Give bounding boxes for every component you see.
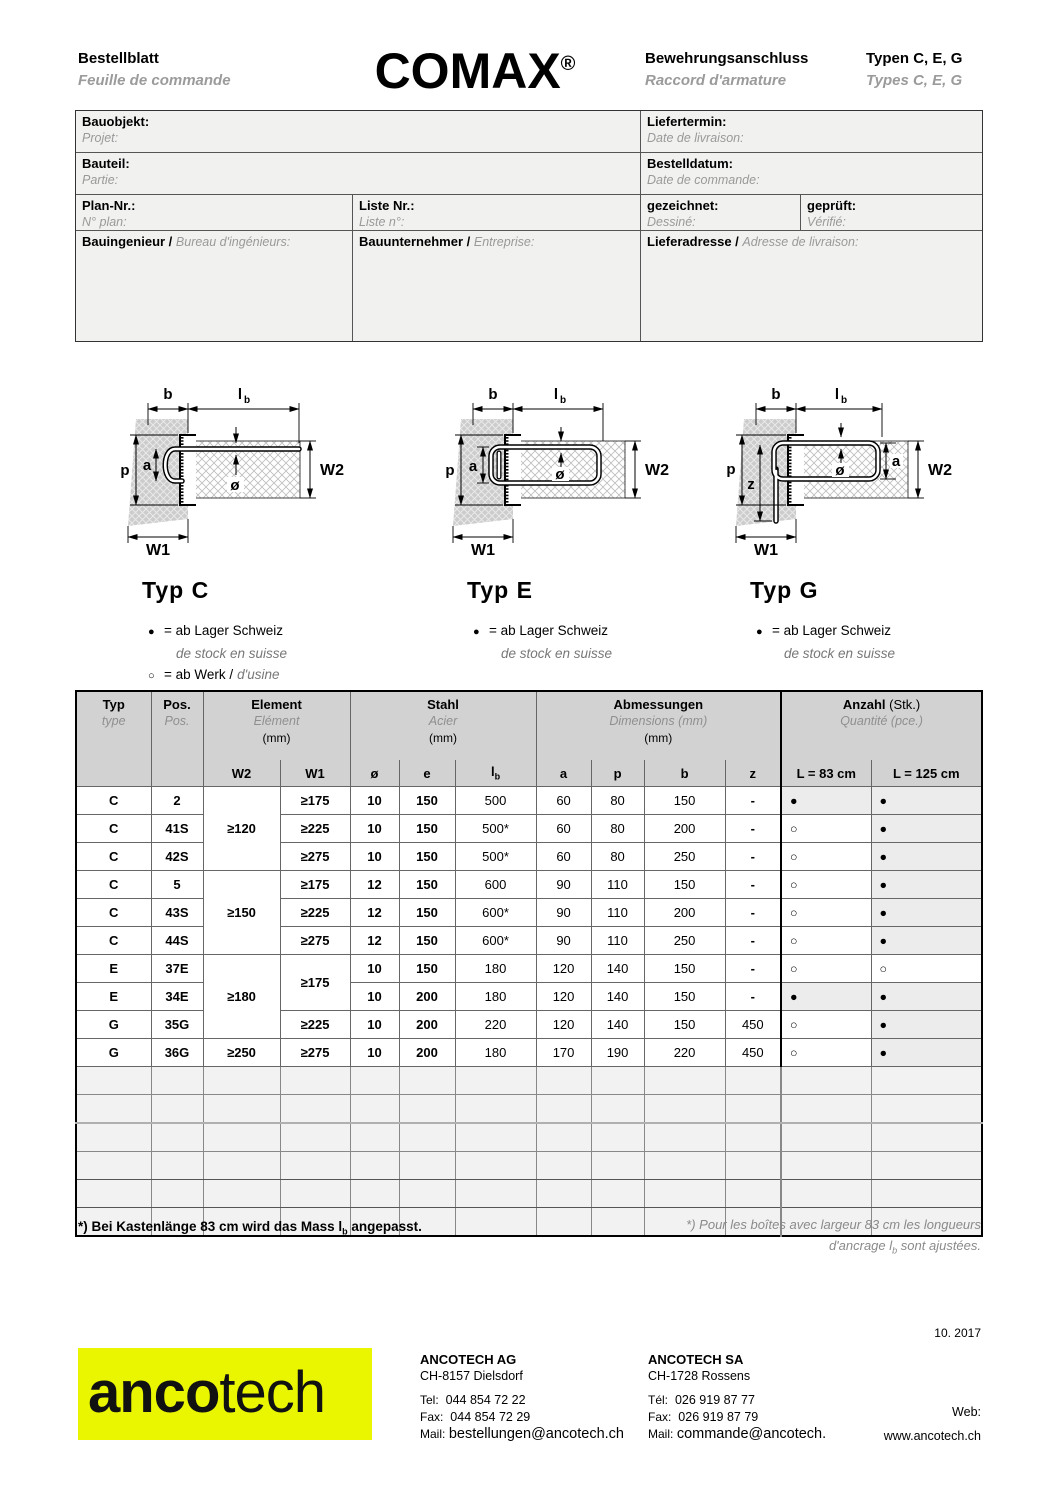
typ-c-diagram xyxy=(118,383,358,558)
document-date: 10. 2017 xyxy=(934,1326,981,1340)
empty-order-cell[interactable] xyxy=(350,1123,399,1152)
col-header-p: p xyxy=(591,760,644,787)
mail-label: Mail: xyxy=(420,1427,446,1441)
col-header-w2: W2 xyxy=(203,760,280,787)
col-header-pos-fr: Pos. xyxy=(164,714,190,728)
col-group-stahl-unit: (mm) xyxy=(429,731,458,745)
empty-order-cell[interactable] xyxy=(725,1095,781,1124)
stock-dot: ○ xyxy=(781,899,871,927)
stock-dot: ○ xyxy=(781,1039,871,1067)
doc-title-de: Bestellblatt xyxy=(78,50,159,67)
typ-g-section xyxy=(726,383,986,664)
anzahl-bold: Anzahl xyxy=(842,697,886,712)
contact-ancotech-sa xyxy=(648,1351,826,1443)
col-header-pos xyxy=(151,691,203,787)
dim-label-dia: ø xyxy=(835,462,845,479)
footnote-de-sub: b xyxy=(342,1226,348,1237)
col-group-anzahl-de xyxy=(782,696,981,713)
col-header-lb-sub: b xyxy=(494,771,501,782)
stock-dot: ● xyxy=(781,787,871,815)
empty-order-cell[interactable] xyxy=(280,1123,350,1152)
dim-label-w1: W1 xyxy=(471,542,495,558)
fax-label: Fax: xyxy=(648,1410,672,1424)
empty-order-cell[interactable] xyxy=(871,1123,982,1152)
footnote-de-pre: *) Bei Kastenlänge 83 cm wird das Mass l xyxy=(78,1219,343,1234)
col-group-abmessungen-unit: (mm) xyxy=(644,731,673,745)
dim-label-w1: W1 xyxy=(754,542,778,558)
stock-dot: ● xyxy=(871,983,982,1011)
stock-dot: ○ xyxy=(781,955,871,983)
anzahl-unit: (Stk.) xyxy=(885,697,921,712)
field-plan-nr-label-fr: N° plan: xyxy=(82,215,127,229)
col-header-typ-fr: type xyxy=(101,714,126,728)
dim-label-p: p xyxy=(120,462,130,479)
typ-c-legend xyxy=(148,620,378,687)
footnote-fr-line2-post: sont ajustées. xyxy=(897,1238,981,1253)
doc-title-fr: Feuille de commande xyxy=(78,72,231,89)
col-header-typ-de: Typ xyxy=(102,697,125,712)
col-header-lb-main: l xyxy=(490,764,495,780)
field-bauunternehmer-label-fr: Entreprise: xyxy=(473,235,535,249)
stock-dot: ● xyxy=(781,983,871,1011)
tel-line xyxy=(420,1392,624,1409)
dim-label-p: p xyxy=(445,462,455,479)
dim-label-lb: l xyxy=(834,386,840,403)
empty-order-cell[interactable] xyxy=(350,1095,399,1124)
dim-label-lb: l xyxy=(553,386,559,403)
col-header-dia: ø xyxy=(350,760,399,787)
mail-line xyxy=(420,1426,624,1443)
legend-stock-text: = ab Lager Schweiz xyxy=(772,623,891,638)
typ-e-title: Typ E xyxy=(467,577,533,603)
empty-order-cell[interactable] xyxy=(151,1067,203,1095)
empty-order-cell[interactable] xyxy=(536,1067,591,1095)
col-header-typ xyxy=(76,691,151,787)
dim-label-b: b xyxy=(163,386,173,403)
empty-order-cell[interactable] xyxy=(725,1067,781,1095)
company-name: ANCOTECH AG xyxy=(420,1352,517,1367)
field-bauteil-label-fr: Partie: xyxy=(82,173,119,187)
empty-order-cell[interactable] xyxy=(591,1095,644,1124)
empty-order-cell[interactable] xyxy=(76,1180,151,1208)
empty-order-cell[interactable] xyxy=(76,1067,151,1095)
dim-label-w1: W1 xyxy=(146,542,170,558)
empty-order-cell[interactable] xyxy=(280,1095,350,1124)
types-title-fr: Types C, E, G xyxy=(866,72,963,89)
empty-order-row[interactable] xyxy=(76,1123,982,1152)
col-group-stahl-de: Stahl xyxy=(427,697,459,712)
web-block xyxy=(884,1400,981,1448)
website-url[interactable]: www.ancotech.ch xyxy=(883,1429,981,1443)
empty-order-cell[interactable] xyxy=(871,1067,982,1095)
empty-order-cell[interactable] xyxy=(644,1152,725,1180)
table-row: C 41S ≥225 10 150 500* 60 80 200 - ○ ● xyxy=(76,815,982,843)
table-row: G 36G ≥250 ≥275 10 200 180 170 190 220 450 ○ ● xyxy=(76,1039,982,1067)
legend-stock-text: = ab Lager Schweiz xyxy=(164,623,283,638)
col-header-w1: W1 xyxy=(280,760,350,787)
filled-dot-icon: ● xyxy=(473,626,480,638)
dim-label-b: b xyxy=(488,386,498,403)
footnote-fr-line2-pre: d'ancrage l xyxy=(828,1238,893,1253)
col-group-abmessungen-fr: Dimensions (mm) xyxy=(609,714,708,728)
field-liste-nr[interactable] xyxy=(353,195,641,231)
field-geprueft[interactable] xyxy=(801,195,982,231)
field-plan-nr[interactable] xyxy=(76,195,353,231)
empty-order-cell[interactable] xyxy=(76,1152,151,1180)
empty-order-cell[interactable] xyxy=(455,1067,536,1095)
field-lieferadresse[interactable] xyxy=(641,231,982,341)
field-bestelldatum-label-de: Bestelldatum: xyxy=(647,156,733,171)
email-address[interactable]: commande@ancotech. xyxy=(676,1426,827,1442)
col-header-a: a xyxy=(536,760,591,787)
col-group-element-de: Element xyxy=(251,697,302,712)
open-dot-icon: ○ xyxy=(148,670,155,682)
empty-order-cell[interactable] xyxy=(455,1152,536,1180)
col-group-element xyxy=(203,691,350,760)
field-bauobjekt[interactable] xyxy=(76,111,641,153)
empty-order-cell[interactable] xyxy=(536,1180,591,1208)
col-header-l125: L = 125 cm xyxy=(871,760,982,787)
table-row: E 37E ≥180 ≥175 10 150 180 120 140 150 - ○ ○ xyxy=(76,955,982,983)
dim-label-dia: ø xyxy=(230,477,240,494)
empty-order-row[interactable] xyxy=(76,1152,982,1180)
empty-order-cell[interactable] xyxy=(399,1095,455,1124)
stock-dot: ○ xyxy=(781,1011,871,1039)
dim-label-b: b xyxy=(771,386,781,403)
field-bauingenieur-label-fr: Bureau d'ingénieurs: xyxy=(175,235,291,249)
dim-label-lb-sub: b xyxy=(841,395,848,406)
empty-order-cell[interactable] xyxy=(399,1067,455,1095)
empty-order-cell[interactable] xyxy=(151,1152,203,1180)
fax-number: 044 854 72 29 xyxy=(450,1410,531,1424)
registered-mark: ® xyxy=(560,53,576,75)
field-bauunternehmer-label-de: Bauunternehmer / xyxy=(359,234,474,249)
dim-label-a: a xyxy=(891,453,901,470)
specification-table xyxy=(75,690,983,1237)
dim-label-dia: ø xyxy=(555,466,565,483)
legend-werk-text-fr: d'usine xyxy=(237,667,280,682)
col-group-element-unit: (mm) xyxy=(262,731,291,745)
product-title-de: Bewehrungsanschluss xyxy=(645,50,809,67)
typ-g-diagram xyxy=(726,383,966,558)
stock-dot: ● xyxy=(871,1039,982,1067)
empty-order-cell[interactable] xyxy=(399,1123,455,1152)
product-title-fr: Raccord d'armature xyxy=(645,72,787,89)
tel-line xyxy=(648,1392,826,1409)
fax-number: 026 919 87 79 xyxy=(678,1410,759,1424)
empty-order-cell[interactable] xyxy=(76,1123,151,1152)
empty-order-row[interactable] xyxy=(76,1180,982,1208)
field-bestelldatum-label-fr: Date de commande: xyxy=(647,173,760,187)
typ-e-legend xyxy=(473,620,703,664)
empty-order-cell[interactable] xyxy=(781,1180,871,1208)
empty-order-cell[interactable] xyxy=(591,1208,644,1237)
col-group-stahl xyxy=(350,691,536,760)
table-row: E 34E 10 200 180 120 140 150 - ● ● xyxy=(76,983,982,1011)
stock-dot: ○ xyxy=(781,815,871,843)
table-row: C 2 ≥120 ≥175 10 150 500 60 80 150 - ● ● xyxy=(76,787,982,815)
col-header-b: b xyxy=(644,760,725,787)
dim-label-lb: l xyxy=(237,386,243,403)
table-row: C 44S ≥275 12 150 600* 90 110 250 - ○ ● xyxy=(76,927,982,955)
product-title xyxy=(645,48,808,92)
footnote-fr-line1: *) Pour les boîtes avec largeur 83 cm les longueurs xyxy=(686,1217,981,1232)
legend-stock-text-fr: de stock en suisse xyxy=(176,646,288,661)
footnote-fr xyxy=(686,1214,981,1262)
dim-label-w2: W2 xyxy=(928,462,952,479)
stock-dot: ● xyxy=(871,815,982,843)
field-lieferadresse-label-fr: Adresse de livraison: xyxy=(742,235,859,249)
company-city: CH-1728 Rossens xyxy=(648,1369,751,1383)
empty-order-cell[interactable] xyxy=(350,1067,399,1095)
empty-order-cell[interactable] xyxy=(151,1123,203,1152)
col-group-stahl-fr: Acier xyxy=(428,714,458,728)
filled-dot-icon: ● xyxy=(756,626,763,638)
empty-order-cell[interactable] xyxy=(591,1152,644,1180)
empty-order-cell[interactable] xyxy=(203,1152,280,1180)
field-bestelldatum[interactable] xyxy=(641,153,982,195)
stock-dot: ○ xyxy=(781,927,871,955)
col-group-anzahl xyxy=(781,691,982,760)
col-header-e: e xyxy=(399,760,455,787)
field-bauteil[interactable] xyxy=(76,153,641,195)
dim-label-a: a xyxy=(468,458,478,475)
empty-order-cell[interactable] xyxy=(591,1123,644,1152)
col-header-pos-de: Pos. xyxy=(163,697,191,712)
stock-dot: ● xyxy=(871,843,982,871)
empty-order-cell[interactable] xyxy=(455,1180,536,1208)
empty-order-cell[interactable] xyxy=(455,1208,536,1237)
legend-stock-text: = ab Lager Schweiz xyxy=(489,623,608,638)
dim-label-w2: W2 xyxy=(645,462,669,479)
field-geprueft-label-fr: Vérifié: xyxy=(807,215,846,229)
typ-e-section xyxy=(443,383,703,664)
empty-order-cell[interactable] xyxy=(591,1180,644,1208)
field-bauteil-label-de: Bauteil: xyxy=(82,156,130,171)
empty-order-cell[interactable] xyxy=(725,1152,781,1180)
tel-number: 026 919 87 77 xyxy=(674,1393,755,1407)
empty-order-cell[interactable] xyxy=(781,1123,871,1152)
table-row: C 43S ≥225 12 150 600* 90 110 200 - ○ ● xyxy=(76,899,982,927)
dim-label-z: z xyxy=(747,476,755,493)
typ-g-legend xyxy=(756,620,986,664)
field-bauunternehmer[interactable] xyxy=(353,231,641,341)
empty-order-cell[interactable] xyxy=(781,1067,871,1095)
empty-order-cell[interactable] xyxy=(151,1180,203,1208)
typ-c-section xyxy=(118,383,378,687)
empty-order-cell[interactable] xyxy=(725,1123,781,1152)
field-liefertermin[interactable] xyxy=(641,111,982,153)
stock-dot: ○ xyxy=(781,843,871,871)
filled-dot-icon: ● xyxy=(148,626,155,638)
contact-ancotech-ag xyxy=(420,1351,624,1443)
footnote-fr-sub: b xyxy=(892,1245,898,1256)
stock-dot: ● xyxy=(871,787,982,815)
fax-line xyxy=(648,1409,826,1426)
field-bauingenieur[interactable] xyxy=(76,231,353,341)
legend-werk-text: = ab Werk / xyxy=(164,667,234,682)
empty-order-cell[interactable] xyxy=(536,1123,591,1152)
company-name: ANCOTECH SA xyxy=(648,1352,744,1367)
legend-stock-line xyxy=(148,620,378,643)
empty-order-cell[interactable] xyxy=(644,1123,725,1152)
empty-order-cell[interactable] xyxy=(350,1180,399,1208)
typ-g-title: Typ G xyxy=(750,577,819,603)
stock-dot: ● xyxy=(871,1011,982,1039)
table-row: C 5 ≥150 ≥175 12 150 600 90 110 150 - ○ ● xyxy=(76,871,982,899)
col-header-z: z xyxy=(725,760,781,787)
legend-stock-text-fr: de stock en suisse xyxy=(501,646,613,661)
order-header-form xyxy=(75,110,983,342)
footnote-fr-line2 xyxy=(686,1235,981,1262)
empty-order-cell[interactable] xyxy=(536,1095,591,1124)
empty-order-cell[interactable] xyxy=(280,1180,350,1208)
col-header-l83: L = 83 cm xyxy=(781,760,871,787)
empty-order-cell[interactable] xyxy=(455,1095,536,1124)
types-title-de: Typen C, E, G xyxy=(866,50,963,67)
brand-logo xyxy=(350,43,600,99)
field-gezeichnet-label-de: gezeichnet: xyxy=(647,198,719,213)
empty-order-cell[interactable] xyxy=(536,1152,591,1180)
dim-label-p: p xyxy=(726,461,736,478)
field-lieferadresse-label-de: Lieferadresse / xyxy=(647,234,743,249)
empty-order-cell[interactable] xyxy=(203,1067,280,1095)
stock-dot: ○ xyxy=(781,871,871,899)
empty-order-cell[interactable] xyxy=(399,1152,455,1180)
dim-label-lb-sub: b xyxy=(244,395,251,406)
empty-order-cell[interactable] xyxy=(151,1095,203,1124)
empty-order-cell[interactable] xyxy=(871,1095,982,1124)
field-geprueft-label-de: geprüft: xyxy=(807,198,857,213)
brand-text: COMAX xyxy=(374,43,561,99)
mail-line xyxy=(648,1426,826,1443)
empty-order-cell[interactable] xyxy=(725,1180,781,1208)
empty-order-cell[interactable] xyxy=(203,1095,280,1124)
empty-order-cell[interactable] xyxy=(781,1095,871,1124)
field-liefertermin-label-de: Liefertermin: xyxy=(647,114,727,129)
doc-title xyxy=(78,48,231,92)
field-liefertermin-label-fr: Date de livraison: xyxy=(647,131,744,145)
ancotech-logo xyxy=(78,1348,372,1440)
empty-order-cell[interactable] xyxy=(203,1180,280,1208)
field-bauingenieur-label-de: Bauingenieur / xyxy=(82,234,176,249)
empty-order-cell[interactable] xyxy=(280,1067,350,1095)
empty-order-cell[interactable] xyxy=(76,1095,151,1124)
empty-order-cell[interactable] xyxy=(644,1095,725,1124)
legend-stock-text-fr: de stock en suisse xyxy=(784,646,896,661)
col-group-abmessungen-de: Abmessungen xyxy=(613,697,704,712)
empty-order-cell[interactable] xyxy=(455,1123,536,1152)
mail-label: Mail: xyxy=(648,1427,674,1441)
field-plan-nr-label-de: Plan-Nr.: xyxy=(82,198,136,213)
empty-order-cell[interactable] xyxy=(644,1067,725,1095)
empty-order-cell[interactable] xyxy=(399,1180,455,1208)
col-header-lb xyxy=(455,760,536,787)
typ-e-diagram xyxy=(443,383,683,558)
field-gezeichnet[interactable] xyxy=(641,195,801,231)
empty-order-cell[interactable] xyxy=(644,1180,725,1208)
dim-label-lb-sub: b xyxy=(560,395,567,406)
table-row: C 42S ≥275 10 150 500* 60 80 250 - ○ ● xyxy=(76,843,982,871)
stock-dot: ● xyxy=(871,899,982,927)
empty-order-cell[interactable] xyxy=(350,1152,399,1180)
footnote-de-post: angepasst. xyxy=(347,1219,422,1234)
empty-order-cell[interactable] xyxy=(781,1152,871,1180)
field-bauobjekt-label-fr: Projet: xyxy=(82,131,119,145)
stock-dot: ● xyxy=(871,871,982,899)
email-address[interactable]: bestellungen@ancotech.ch xyxy=(448,1426,624,1442)
col-group-anzahl-fr: Quantité (pce.) xyxy=(840,714,923,728)
typ-c-title: Typ C xyxy=(142,577,210,603)
company-city: CH-8157 Dielsdorf xyxy=(420,1369,523,1383)
table-row: G 35G ≥225 10 200 220 120 140 150 450 ○ ● xyxy=(76,1011,982,1039)
field-liste-nr-label-fr: Liste n°: xyxy=(359,215,405,229)
tel-label: Tel: xyxy=(420,1393,439,1407)
empty-order-cell[interactable] xyxy=(591,1067,644,1095)
col-group-abmessungen xyxy=(536,691,781,760)
tel-label: Tél: xyxy=(648,1393,669,1407)
empty-order-cell[interactable] xyxy=(871,1152,982,1180)
field-bauobjekt-label-de: Bauobjekt: xyxy=(82,114,150,129)
web-label: Web: xyxy=(952,1405,981,1419)
dim-label-w2: W2 xyxy=(320,462,344,479)
col-group-element-fr: Elément xyxy=(253,714,300,728)
fax-label: Fax: xyxy=(420,1410,444,1424)
empty-order-row[interactable] xyxy=(76,1067,982,1095)
types-title xyxy=(866,48,962,92)
legend-stock-line xyxy=(756,620,986,643)
empty-order-cell[interactable] xyxy=(871,1180,982,1208)
dim-label-a: a xyxy=(142,457,152,474)
tel-number: 044 854 72 22 xyxy=(445,1393,526,1407)
field-liste-nr-label-de: Liste Nr.: xyxy=(359,198,415,213)
empty-order-row[interactable] xyxy=(76,1095,982,1124)
stock-dot: ● xyxy=(871,927,982,955)
stock-dot: ○ xyxy=(871,955,982,983)
logo-light-part: tech xyxy=(219,1360,326,1425)
footnote-de xyxy=(78,1219,422,1237)
fax-line xyxy=(420,1409,624,1426)
empty-order-cell[interactable] xyxy=(203,1123,280,1152)
legend-stock-line xyxy=(473,620,703,643)
field-gezeichnet-label-fr: Dessiné: xyxy=(647,215,696,229)
empty-order-cell[interactable] xyxy=(536,1208,591,1237)
empty-order-cell[interactable] xyxy=(280,1152,350,1180)
logo-bold-part: anco xyxy=(88,1360,220,1425)
legend-werk-line xyxy=(148,664,378,687)
